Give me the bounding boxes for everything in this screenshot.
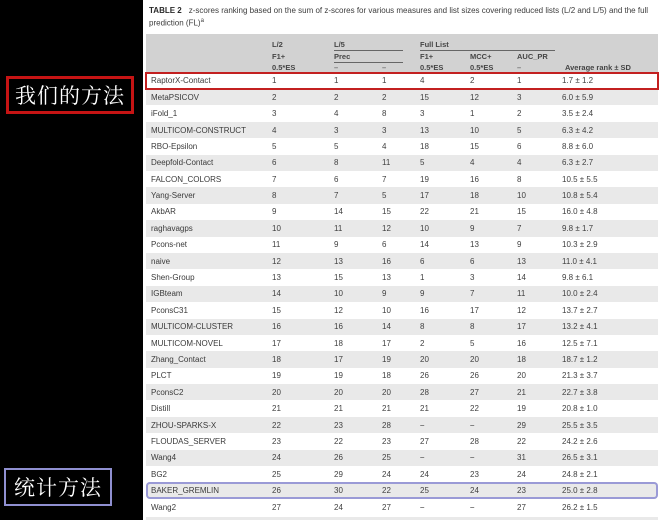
rank-cell-full-f1: 26 xyxy=(420,371,429,381)
table-row xyxy=(146,138,658,154)
rank-cell-l2-f1: 8 xyxy=(272,191,277,201)
column-header-average-rank: Average rank ± SD xyxy=(565,62,631,72)
rank-cell-full-auc: 12 xyxy=(517,305,526,315)
rank-cell-l2-f1: 12 xyxy=(272,256,281,266)
rank-cell-full-auc: 2 xyxy=(517,109,522,119)
rank-cell-l5-prec-2: 28 xyxy=(382,420,391,430)
column-subheader-es-3: 0.5*ES xyxy=(470,62,494,72)
rank-cell-l2-f1: 21 xyxy=(272,404,281,414)
column-subheader-es-1: 0.5*ES xyxy=(272,62,296,72)
rank-cell-full-auc: 27 xyxy=(517,502,526,512)
rank-cell-full-f1: 18 xyxy=(420,141,429,151)
rank-cell-l2-f1: 25 xyxy=(272,469,281,479)
rank-cell-l5-prec-1: 19 xyxy=(334,371,343,381)
rank-cell-l5-prec-1: 22 xyxy=(334,436,343,446)
rank-cell-l5-prec-1: 11 xyxy=(334,223,343,233)
rank-cell-full-mcc: – xyxy=(470,502,475,512)
table-row xyxy=(146,122,658,138)
method-name-cell: MULTICOM-CONSTRUCT xyxy=(151,125,246,135)
average-rank-cell: 24.2 ± 2.6 xyxy=(562,436,598,446)
rank-cell-full-auc: 29 xyxy=(517,420,526,430)
rank-cell-full-mcc: 15 xyxy=(470,141,479,151)
column-subheader-es-2: 0.5*ES xyxy=(420,62,444,72)
rank-cell-full-mcc: 5 xyxy=(470,338,475,348)
average-rank-cell: 10.3 ± 2.9 xyxy=(562,240,598,250)
table-row xyxy=(146,187,658,203)
rank-cell-full-f1: 16 xyxy=(420,305,429,315)
rank-cell-l2-f1: 4 xyxy=(272,125,277,135)
method-name-cell: AkbAR xyxy=(151,207,176,217)
rank-cell-l5-prec-2: 4 xyxy=(382,141,387,151)
average-rank-cell: 12.5 ± 7.1 xyxy=(562,338,598,348)
rank-cell-l5-prec-2: 6 xyxy=(382,240,387,250)
rank-cell-l2-f1: 1 xyxy=(272,76,277,86)
table-row xyxy=(146,171,658,187)
column-group-l5: L/5 xyxy=(334,41,403,52)
rank-cell-full-f1: 19 xyxy=(420,174,429,184)
rank-cell-full-mcc: 2 xyxy=(470,76,475,86)
rank-cell-full-f1: 14 xyxy=(420,240,429,250)
rank-cell-l2-f1: 15 xyxy=(272,305,281,315)
rank-cell-full-f1: 21 xyxy=(420,404,429,414)
rank-cell-l2-f1: 13 xyxy=(272,273,281,283)
rank-cell-l5-prec-2: 21 xyxy=(382,404,391,414)
our-method-label: 我们的方法 xyxy=(15,85,125,108)
rank-cell-l5-prec-2: 15 xyxy=(382,207,391,217)
rank-cell-l5-prec-1: 13 xyxy=(334,256,343,266)
rank-cell-l2-f1: 26 xyxy=(272,486,281,496)
rank-cell-full-auc: 9 xyxy=(517,240,522,250)
rank-cell-full-mcc: 9 xyxy=(470,223,475,233)
rank-cell-l2-f1: 22 xyxy=(272,420,281,430)
rank-cell-l5-prec-2: 22 xyxy=(382,486,391,496)
method-name-cell: BAKER_GREMLIN xyxy=(151,486,220,496)
rank-cell-l5-prec-1: 8 xyxy=(334,158,339,168)
average-rank-cell: 10.5 ± 5.5 xyxy=(562,174,598,184)
rank-cell-full-auc: 20 xyxy=(517,371,526,381)
method-name-cell: Deepfold-Contact xyxy=(151,158,214,168)
rank-cell-l5-prec-2: 10 xyxy=(382,305,391,315)
average-rank-cell: 22.7 ± 3.8 xyxy=(562,387,598,397)
rank-cell-l5-prec-1: 3 xyxy=(334,125,339,135)
rank-cell-full-mcc: 3 xyxy=(470,273,475,283)
average-rank-cell: 20.8 ± 1.0 xyxy=(562,404,598,414)
rank-cell-full-auc: 15 xyxy=(517,207,526,217)
rank-cell-l5-prec-2: 7 xyxy=(382,174,387,184)
rank-cell-l5-prec-1: 4 xyxy=(334,109,339,119)
table-row xyxy=(146,482,658,498)
rank-cell-l5-prec-2: 12 xyxy=(382,223,391,233)
rank-cell-full-auc: 17 xyxy=(517,322,526,332)
column-header-prec: Prec xyxy=(334,53,403,64)
rank-cell-full-mcc: 23 xyxy=(470,469,479,479)
rank-cell-full-mcc: 1 xyxy=(470,109,475,119)
table-row xyxy=(146,89,658,105)
rank-cell-full-mcc: 13 xyxy=(470,240,479,250)
table-caption-footnote-mark: a xyxy=(200,18,204,24)
column-group-full-list: Full List xyxy=(420,41,555,52)
rank-cell-l5-prec-1: 12 xyxy=(334,305,343,315)
average-rank-cell: 21.3 ± 3.7 xyxy=(562,371,598,381)
rank-cell-l5-prec-1: 15 xyxy=(334,273,343,283)
rank-cell-l5-prec-2: 8 xyxy=(382,109,387,119)
method-name-cell: PLCT xyxy=(151,371,172,381)
rank-cell-full-f1: 10 xyxy=(420,223,429,233)
rank-cell-full-f1: 25 xyxy=(420,486,429,496)
method-name-cell: RBO-Epsilon xyxy=(151,141,198,151)
table-caption-label: TABLE 2 xyxy=(149,6,182,15)
method-name-cell: BG2 xyxy=(151,469,168,479)
rank-cell-l5-prec-2: 3 xyxy=(382,125,387,135)
rank-cell-l5-prec-1: 14 xyxy=(334,207,343,217)
method-name-cell: iFold_1 xyxy=(151,109,178,119)
rank-cell-full-f1: 4 xyxy=(420,76,425,86)
method-name-cell: Distill xyxy=(151,404,171,414)
average-rank-cell: 10.0 ± 2.4 xyxy=(562,289,598,299)
table-row xyxy=(146,302,658,318)
rank-cell-l2-f1: 9 xyxy=(272,207,277,217)
rank-cell-l2-f1: 5 xyxy=(272,141,277,151)
table-row xyxy=(146,204,658,220)
average-rank-cell: 6.3 ± 4.2 xyxy=(562,125,594,135)
rank-cell-full-auc: 11 xyxy=(517,289,526,299)
average-rank-cell: 13.2 ± 4.1 xyxy=(562,322,598,332)
method-name-cell: raghavagps xyxy=(151,223,193,233)
rank-cell-l2-f1: 18 xyxy=(272,354,281,364)
method-name-cell: Shen-Group xyxy=(151,273,195,283)
table-row xyxy=(146,269,658,285)
rank-cell-l5-prec-1: 29 xyxy=(334,469,343,479)
average-rank-cell: 26.2 ± 1.5 xyxy=(562,502,598,512)
table-row xyxy=(146,286,658,302)
method-name-cell: PconsC31 xyxy=(151,305,188,315)
average-rank-cell: 26.5 ± 3.1 xyxy=(562,453,598,463)
rank-cell-full-f1: 22 xyxy=(420,207,429,217)
average-rank-cell: 11.0 ± 4.1 xyxy=(562,256,597,266)
rank-cell-full-mcc: 26 xyxy=(470,371,479,381)
average-rank-cell: 16.0 ± 4.8 xyxy=(562,207,598,217)
rank-cell-l2-f1: 3 xyxy=(272,109,277,119)
table-row xyxy=(146,253,658,269)
rank-cell-full-mcc: 22 xyxy=(470,404,479,414)
rank-cell-full-mcc: 16 xyxy=(470,174,479,184)
rank-cell-l5-prec-2: 16 xyxy=(382,256,391,266)
average-rank-cell: 13.7 ± 2.7 xyxy=(562,305,598,315)
rank-cell-full-auc: 19 xyxy=(517,404,526,414)
ranking-table xyxy=(146,34,658,520)
stat-method-annotation xyxy=(4,468,112,506)
average-rank-cell: 1.7 ± 1.2 xyxy=(562,76,594,86)
rank-cell-full-mcc: – xyxy=(470,453,475,463)
rank-cell-l5-prec-1: 7 xyxy=(334,191,339,201)
table-caption-text: z-scores ranking based on the sum of z-scores for various measures and list sizes covering reduced lists (L/2 and L/5) and the full prediction (FL) xyxy=(149,6,649,28)
average-rank-cell: 6.3 ± 2.7 xyxy=(562,158,594,168)
rank-cell-l2-f1: 17 xyxy=(272,338,281,348)
rank-cell-full-auc: 24 xyxy=(517,469,526,479)
method-name-cell: Zhang_Contact xyxy=(151,354,206,364)
average-rank-cell: 6.0 ± 5.9 xyxy=(562,92,594,102)
rank-cell-l5-prec-2: 13 xyxy=(382,273,391,283)
table-row xyxy=(146,466,658,482)
rank-cell-full-mcc: 27 xyxy=(470,387,479,397)
table-row xyxy=(146,417,658,433)
method-name-cell: FLOUDAS_SERVER xyxy=(151,436,226,446)
rank-cell-full-mcc: 28 xyxy=(470,436,479,446)
rank-cell-full-f1: 15 xyxy=(420,92,429,102)
table-row xyxy=(146,319,658,335)
table-row xyxy=(146,368,658,384)
rank-cell-l5-prec-2: 25 xyxy=(382,453,391,463)
paper-page xyxy=(143,0,660,520)
rank-cell-full-auc: 31 xyxy=(517,453,526,463)
table-caption xyxy=(143,0,660,30)
rank-cell-full-f1: 9 xyxy=(420,289,425,299)
rank-cell-full-f1: 2 xyxy=(420,338,425,348)
rank-cell-full-auc: 18 xyxy=(517,354,526,364)
rank-cell-l2-f1: 6 xyxy=(272,158,277,168)
average-rank-cell: 8.8 ± 6.0 xyxy=(562,141,594,151)
rank-cell-full-auc: 23 xyxy=(517,486,526,496)
rank-cell-full-auc: 22 xyxy=(517,436,526,446)
method-name-cell: IGBteam xyxy=(151,289,183,299)
rank-cell-full-auc: 4 xyxy=(517,158,522,168)
rank-cell-l5-prec-1: 24 xyxy=(334,502,343,512)
rank-cell-full-auc: 7 xyxy=(517,223,522,233)
rank-cell-l5-prec-1: 6 xyxy=(334,174,339,184)
table-row xyxy=(146,450,658,466)
rank-cell-l5-prec-2: 18 xyxy=(382,371,391,381)
table-row xyxy=(146,499,658,515)
rank-cell-full-mcc: 17 xyxy=(470,305,479,315)
column-subheader-dash-2: – xyxy=(382,62,387,72)
table-row xyxy=(146,155,658,171)
rank-cell-l5-prec-1: 20 xyxy=(334,387,343,397)
rank-cell-full-mcc: 18 xyxy=(470,191,479,201)
rank-cell-l2-f1: 27 xyxy=(272,502,281,512)
rank-cell-l2-f1: 19 xyxy=(272,371,281,381)
column-header-f1-full: F1+ xyxy=(420,51,434,61)
method-name-cell: FALCON_COLORS xyxy=(151,174,222,184)
rank-cell-full-auc: 16 xyxy=(517,338,526,348)
method-name-cell: MULTICOM-NOVEL xyxy=(151,338,223,348)
average-rank-cell: 9.8 ± 1.7 xyxy=(562,223,594,233)
rank-cell-l2-f1: 23 xyxy=(272,436,281,446)
rank-cell-l5-prec-1: 23 xyxy=(334,420,343,430)
rank-cell-full-mcc: 21 xyxy=(470,207,479,217)
rank-cell-l5-prec-2: 1 xyxy=(382,76,387,86)
column-group-l2: L/2 xyxy=(272,39,283,49)
column-header-f1-l2: F1+ xyxy=(272,51,286,61)
rank-cell-l5-prec-2: 5 xyxy=(382,191,387,201)
rank-cell-l5-prec-1: 1 xyxy=(334,76,339,86)
rank-cell-full-f1: 20 xyxy=(420,354,429,364)
rank-cell-full-mcc: 4 xyxy=(470,158,475,168)
table-row xyxy=(146,400,658,416)
rank-cell-l5-prec-1: 26 xyxy=(334,453,343,463)
method-name-cell: Pcons-net xyxy=(151,240,188,250)
rank-cell-l5-prec-2: 2 xyxy=(382,92,387,102)
rank-cell-l5-prec-1: 18 xyxy=(334,338,343,348)
rank-cell-l5-prec-2: 9 xyxy=(382,289,387,299)
rank-cell-full-mcc: 6 xyxy=(470,256,475,266)
table-row xyxy=(146,220,658,236)
rank-cell-l5-prec-1: 2 xyxy=(334,92,339,102)
method-name-cell: RaptorX-Contact xyxy=(151,76,211,86)
rank-cell-l5-prec-1: 10 xyxy=(334,289,343,299)
column-header-auc-pr: AUC_PR xyxy=(517,51,548,61)
average-rank-cell: 25.0 ± 2.8 xyxy=(562,486,598,496)
rank-cell-l5-prec-2: 27 xyxy=(382,502,391,512)
rank-cell-l5-prec-2: 20 xyxy=(382,387,391,397)
rank-cell-l5-prec-2: 24 xyxy=(382,469,391,479)
rank-cell-full-f1: 28 xyxy=(420,387,429,397)
rank-cell-l2-f1: 7 xyxy=(272,174,277,184)
method-name-cell: MetaPSICOV xyxy=(151,92,200,102)
rank-cell-l5-prec-2: 14 xyxy=(382,322,391,332)
column-header-mcc: MCC+ xyxy=(470,51,492,61)
average-rank-cell: 18.7 ± 1.2 xyxy=(562,354,598,364)
rank-cell-l5-prec-1: 5 xyxy=(334,141,339,151)
table-row xyxy=(146,384,658,400)
table-row xyxy=(146,433,658,449)
rank-cell-full-auc: 1 xyxy=(517,76,522,86)
rank-cell-l5-prec-1: 17 xyxy=(334,354,343,364)
rank-cell-full-auc: 8 xyxy=(517,174,522,184)
column-subheader-dash-1: – xyxy=(334,62,339,72)
rank-cell-l2-f1: 24 xyxy=(272,453,281,463)
our-method-annotation xyxy=(6,76,134,114)
rank-cell-l2-f1: 11 xyxy=(272,240,281,250)
rank-cell-full-mcc: 8 xyxy=(470,322,475,332)
rank-cell-full-f1: 6 xyxy=(420,256,425,266)
average-rank-cell: 24.8 ± 2.1 xyxy=(562,469,598,479)
rank-cell-full-f1: 3 xyxy=(420,109,425,119)
method-name-cell: PconsC2 xyxy=(151,387,184,397)
rank-cell-full-mcc: 10 xyxy=(470,125,479,135)
stat-method-label: 统计方法 xyxy=(14,477,102,500)
rank-cell-l2-f1: 20 xyxy=(272,387,281,397)
rank-cell-l5-prec-2: 23 xyxy=(382,436,391,446)
rank-cell-full-auc: 13 xyxy=(517,256,526,266)
rank-cell-full-auc: 3 xyxy=(517,92,522,102)
rank-cell-l5-prec-2: 17 xyxy=(382,338,391,348)
table-row xyxy=(146,105,658,121)
rank-cell-full-f1: 17 xyxy=(420,191,429,201)
rank-cell-full-f1: 8 xyxy=(420,322,425,332)
rank-cell-full-auc: 21 xyxy=(517,387,526,397)
method-name-cell: Yang-Server xyxy=(151,191,196,201)
method-name-cell: naive xyxy=(151,256,171,266)
rank-cell-l2-f1: 16 xyxy=(272,322,281,332)
average-rank-cell: 25.5 ± 3.5 xyxy=(562,420,598,430)
rank-cell-l2-f1: 10 xyxy=(272,223,281,233)
rank-cell-l5-prec-1: 16 xyxy=(334,322,343,332)
rank-cell-full-mcc: 12 xyxy=(470,92,479,102)
table-row xyxy=(146,237,658,253)
rank-cell-full-f1: – xyxy=(420,502,425,512)
rank-cell-full-auc: 10 xyxy=(517,191,526,201)
rank-cell-full-f1: 24 xyxy=(420,469,429,479)
rank-cell-full-mcc: 20 xyxy=(470,354,479,364)
rank-cell-full-f1: – xyxy=(420,420,425,430)
rank-cell-full-auc: 14 xyxy=(517,273,526,283)
table-row xyxy=(146,73,658,89)
rank-cell-l2-f1: 14 xyxy=(272,289,281,299)
rank-cell-l5-prec-1: 9 xyxy=(334,240,339,250)
average-rank-cell: 9.8 ± 6.1 xyxy=(562,273,594,283)
method-name-cell: Wang2 xyxy=(151,502,177,512)
table-header xyxy=(146,34,658,73)
method-name-cell: Wang4 xyxy=(151,453,177,463)
table-row xyxy=(146,335,658,351)
rank-cell-full-auc: 5 xyxy=(517,125,522,135)
rank-cell-l5-prec-1: 30 xyxy=(334,486,343,496)
method-name-cell: ZHOU-SPARKS-X xyxy=(151,420,217,430)
method-name-cell: MULTICOM-CLUSTER xyxy=(151,322,234,332)
rank-cell-full-mcc: – xyxy=(470,420,475,430)
average-rank-cell: 10.8 ± 5.4 xyxy=(562,191,598,201)
rank-cell-full-f1: 1 xyxy=(420,273,425,283)
average-rank-cell: 3.5 ± 2.4 xyxy=(562,109,594,119)
rank-cell-full-mcc: 24 xyxy=(470,486,479,496)
rank-cell-l5-prec-2: 19 xyxy=(382,354,391,364)
rank-cell-full-mcc: 7 xyxy=(470,289,475,299)
rank-cell-l5-prec-2: 11 xyxy=(382,158,391,168)
rank-cell-l5-prec-1: 21 xyxy=(334,404,343,414)
rank-cell-l2-f1: 2 xyxy=(272,92,277,102)
table-row xyxy=(146,351,658,367)
rank-cell-full-f1: 13 xyxy=(420,125,429,135)
table-body xyxy=(146,73,658,516)
rank-cell-full-auc: 6 xyxy=(517,141,522,151)
rank-cell-full-f1: 5 xyxy=(420,158,425,168)
rank-cell-full-f1: – xyxy=(420,453,425,463)
rank-cell-full-f1: 27 xyxy=(420,436,429,446)
column-subheader-dash-3: – xyxy=(517,62,522,72)
